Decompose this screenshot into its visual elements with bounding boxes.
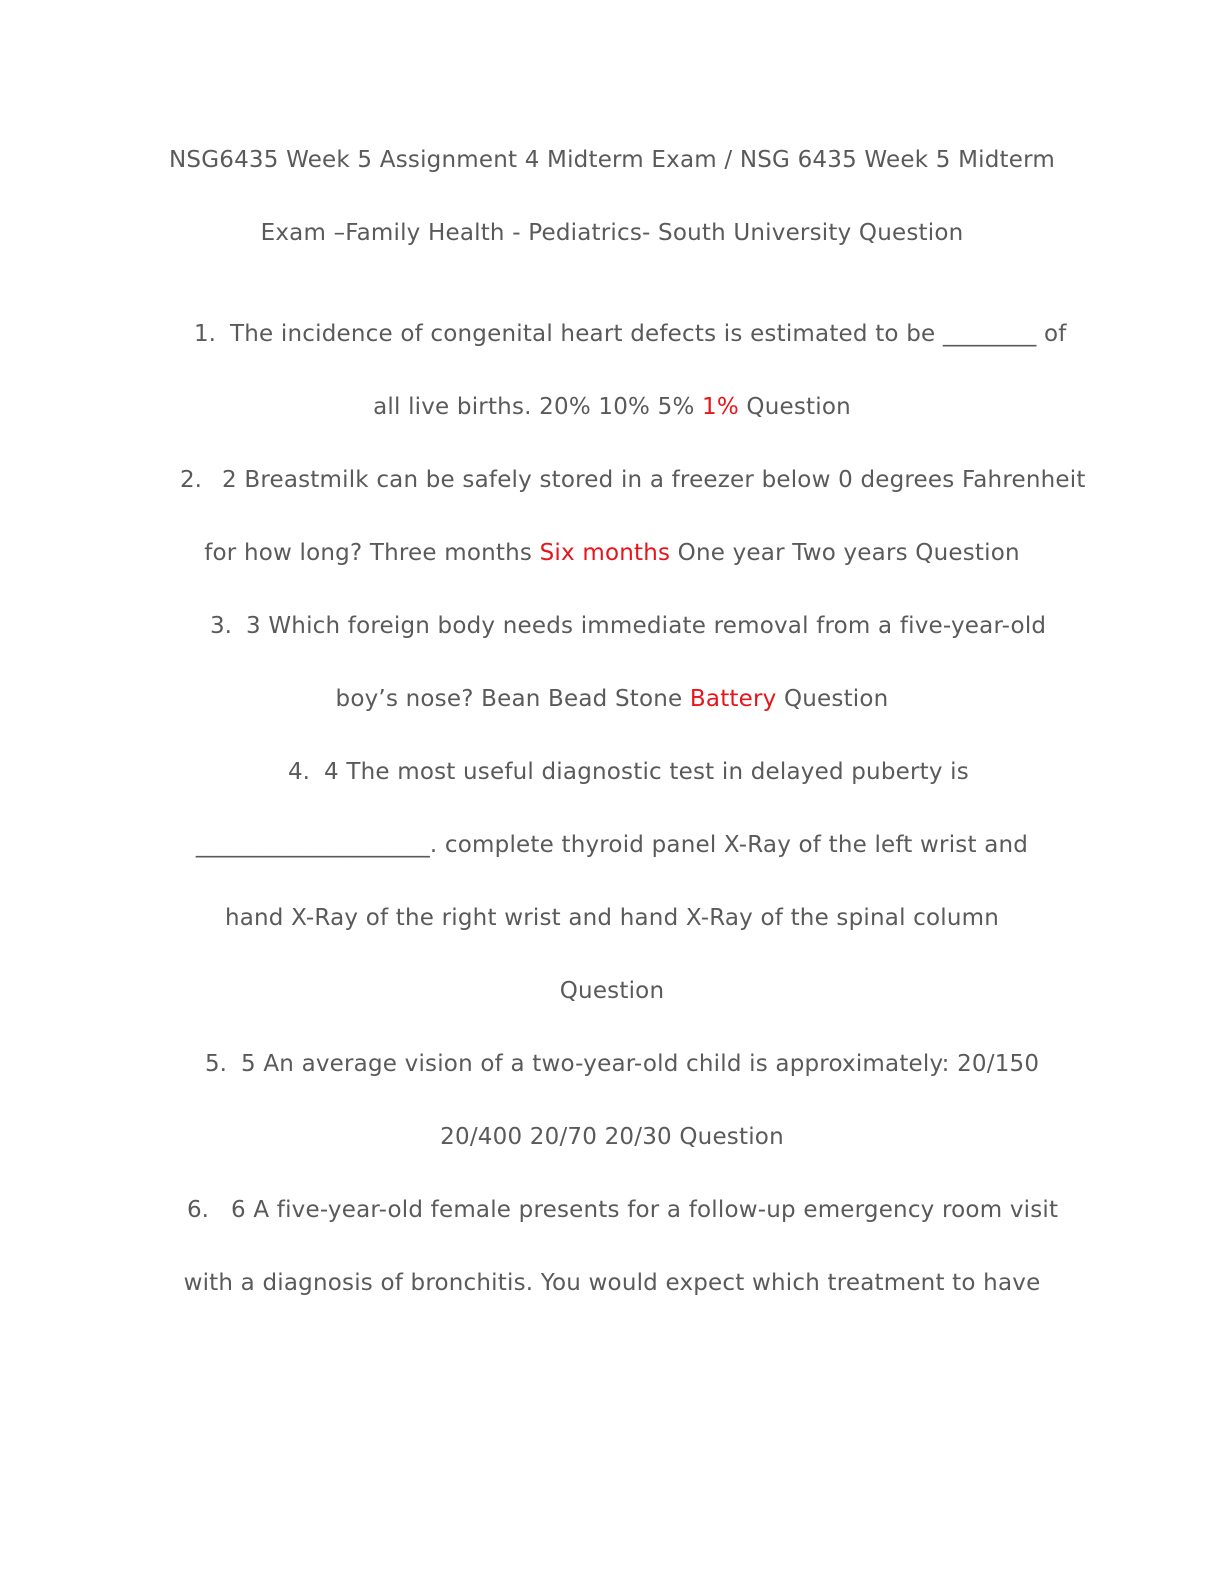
question-options-text: One year Two years Question [670,540,1020,566]
question-number: 2. [180,467,202,493]
question-text-line: with a diagnosis of bronchitis. You would expect which treatment to have [183,1270,1041,1296]
question-text-line: 5 An average vision of a two-year-old child is approximately: 20/150 [241,1051,1040,1077]
correct-answer: Six months [539,540,671,566]
correct-answer: 1% [702,394,739,420]
question-options-line [0,679,1224,719]
question-options-text: for how long? Three months [204,540,540,566]
page-title-line-1: NSG6435 Week 5 Assignment 4 Midterm Exam / NSG 6435 Week 5 Midterm [169,147,1055,173]
question-options-line [0,533,1224,573]
question-text-line: 4 The most useful diagnostic test in delayed puberty is [324,759,969,785]
question-number: 4. [288,759,310,785]
question-text-line: 6 A five-year-old female presents for a follow-up emergency room visit [231,1197,1059,1223]
question-options-line [0,387,1224,427]
page-title-line-2: Exam –Family Health - Pediatrics- South University Question [260,220,964,246]
question-options-line: ____________________. complete thyroid panel X-Ray of the left wrist and [195,832,1029,858]
question-options-line: Question [559,978,665,1004]
question-options-line: 20/400 20/70 20/30 Question [440,1124,784,1150]
question-options-text: boy’s nose? Bean Bead Stone [335,686,690,712]
question-number: 3. [210,613,232,639]
question-text-line: 2 Breastmilk can be safely stored in a freezer below 0 degrees Fahrenheit [222,467,1086,493]
question-number: 1. [194,321,216,347]
question-options-text: all live births. 20% 10% 5% [373,394,703,420]
question-options-text: Question [738,394,851,420]
question-number: 6. [187,1197,209,1223]
question-text-line: 3 Which foreign body needs immediate removal from a five-year-old [246,613,1047,639]
question-options-line: hand X-Ray of the right wrist and hand X-Ray of the spinal column [224,905,1000,931]
question-options-text: Question [776,686,889,712]
question-number: 5. [205,1051,227,1077]
question-text-line: The incidence of congenital heart defects is estimated to be ________ of [230,321,1067,347]
correct-answer: Battery [689,686,777,712]
